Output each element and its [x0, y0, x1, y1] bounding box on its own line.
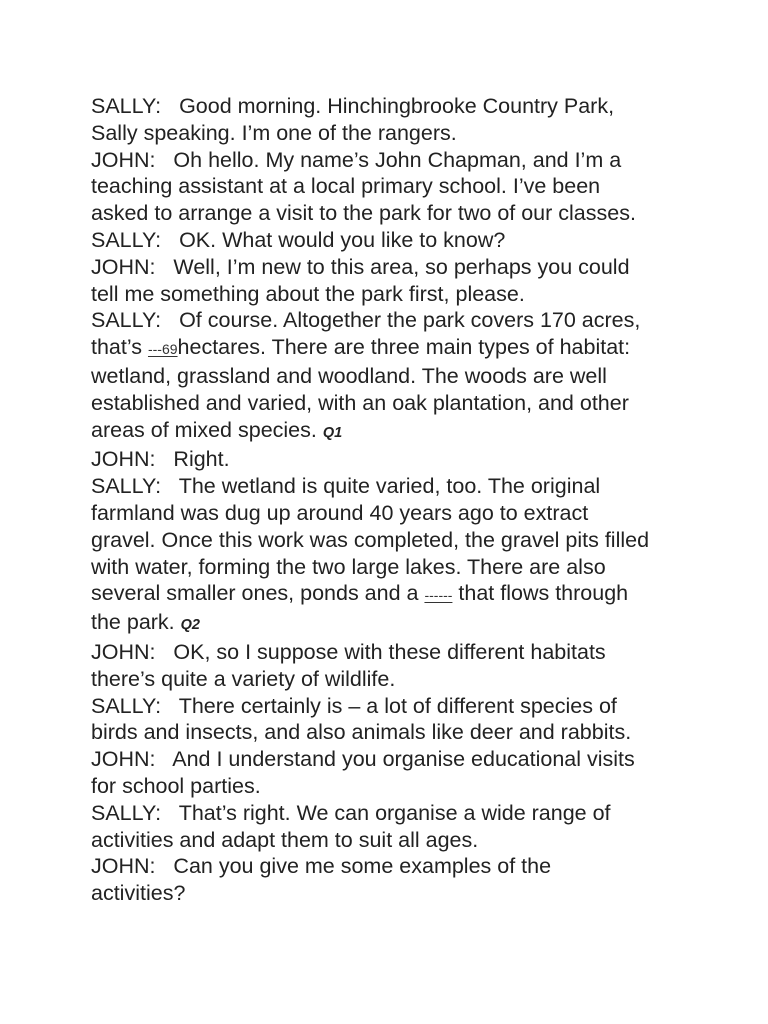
line-text: Sally speaking. I’m one of the rangers.	[91, 120, 457, 145]
transcript-line	[91, 609, 691, 639]
line-text: Well, I’m new to this area, so perhaps you could	[173, 254, 630, 279]
transcript-line	[91, 473, 691, 500]
speaker-label: JOHN:	[91, 147, 156, 172]
question-label-q1: Q1	[322, 424, 343, 441]
speaker-label: SALLY:	[91, 474, 162, 499]
transcript-line	[91, 500, 691, 527]
transcript-line	[91, 120, 691, 147]
speaker-label: SALLY:	[91, 308, 162, 333]
transcript-line	[91, 746, 691, 773]
line-text: Oh hello. My name’s John Chapman, and I’m a	[173, 147, 622, 172]
transcript-line	[91, 254, 691, 281]
transcript-line	[91, 446, 691, 473]
transcript-line	[91, 147, 691, 174]
answer-blank-q2: ------	[424, 587, 453, 604]
transcript	[91, 93, 691, 907]
line-text: And I understand you organise educational visits	[172, 747, 635, 772]
line-text: tell me something about the park first, please.	[91, 281, 525, 306]
line-text: that flows through	[452, 581, 629, 606]
line-text: farmland was dug up around 40 years ago to extract	[91, 500, 589, 525]
transcript-line	[91, 200, 691, 227]
transcript-line	[91, 281, 691, 308]
question-label-q2: Q2	[180, 617, 200, 634]
line-text: teaching assistant at a local primary school. I’ve been	[91, 174, 601, 199]
line-text: There certainly is – a lot of different species of	[178, 693, 617, 718]
line-text: OK, so I suppose with these different habitats	[173, 639, 606, 664]
line-text: The wetland is quite varied, too. The original	[178, 474, 601, 499]
line-text: wetland, grassland and woodland. The woods are well	[91, 363, 607, 388]
line-text: there’s quite a variety of wildlife.	[91, 666, 396, 691]
speaker-label: SALLY:	[91, 693, 162, 718]
line-text: established and varied, with an oak plantation, and other	[91, 390, 629, 415]
transcript-line	[91, 417, 691, 447]
transcript-line	[91, 719, 691, 746]
transcript-line	[91, 363, 691, 390]
line-text: activities and adapt them to suit all ages.	[91, 827, 479, 852]
speaker-label: SALLY:	[91, 227, 162, 252]
line-text: with water, forming the two large lakes. There are also	[91, 554, 606, 579]
line-text: Of course. Altogether the park covers 170 acres,	[179, 308, 641, 333]
transcript-line	[91, 693, 691, 720]
line-text: that’s	[91, 335, 148, 360]
transcript-line	[91, 93, 691, 120]
line-text: for school parties.	[91, 773, 261, 798]
transcript-line	[91, 334, 691, 363]
line-text: Can you give me some examples of the	[173, 854, 552, 879]
transcript-line	[91, 853, 691, 880]
line-text: birds and insects, and also animals like deer and rabbits.	[91, 720, 632, 745]
answer-blank-q1: ---69	[147, 341, 178, 358]
speaker-label: JOHN:	[91, 254, 156, 279]
transcript-line	[91, 173, 691, 200]
transcript-line	[91, 880, 691, 907]
transcript-line	[91, 390, 691, 417]
transcript-line	[91, 773, 691, 800]
line-text: areas of mixed species.	[91, 417, 323, 442]
speaker-label: JOHN:	[91, 639, 156, 664]
speaker-label: JOHN:	[91, 747, 156, 772]
line-text: the park.	[91, 610, 181, 635]
line-text: Right.	[173, 447, 230, 472]
transcript-line	[91, 800, 691, 827]
line-text: gravel. Once this work was completed, the gravel pits filled	[91, 527, 650, 552]
line-text: several smaller ones, ponds and a	[91, 581, 425, 606]
line-text: hectares. There are three main types of habitat:	[177, 335, 631, 360]
transcript-line	[91, 527, 691, 554]
speaker-label: JOHN:	[91, 854, 156, 879]
line-text: activities?	[91, 881, 186, 906]
line-text: Good morning. Hinchingbrooke Country Park,	[179, 94, 615, 118]
speaker-label: SALLY:	[91, 800, 162, 825]
speaker-label: JOHN:	[91, 447, 156, 472]
transcript-line	[91, 554, 691, 581]
line-text: OK. What would you like to know?	[179, 227, 506, 252]
transcript-line	[91, 307, 691, 334]
line-text: That’s right. We can organise a wide range of	[178, 800, 611, 825]
transcript-line	[91, 666, 691, 693]
transcript-line	[91, 580, 691, 609]
transcript-line	[91, 227, 691, 254]
line-text: asked to arrange a visit to the park for two of our classes.	[91, 201, 636, 226]
speaker-label: SALLY:	[91, 94, 162, 118]
transcript-line	[91, 639, 691, 666]
transcript-line	[91, 827, 691, 854]
